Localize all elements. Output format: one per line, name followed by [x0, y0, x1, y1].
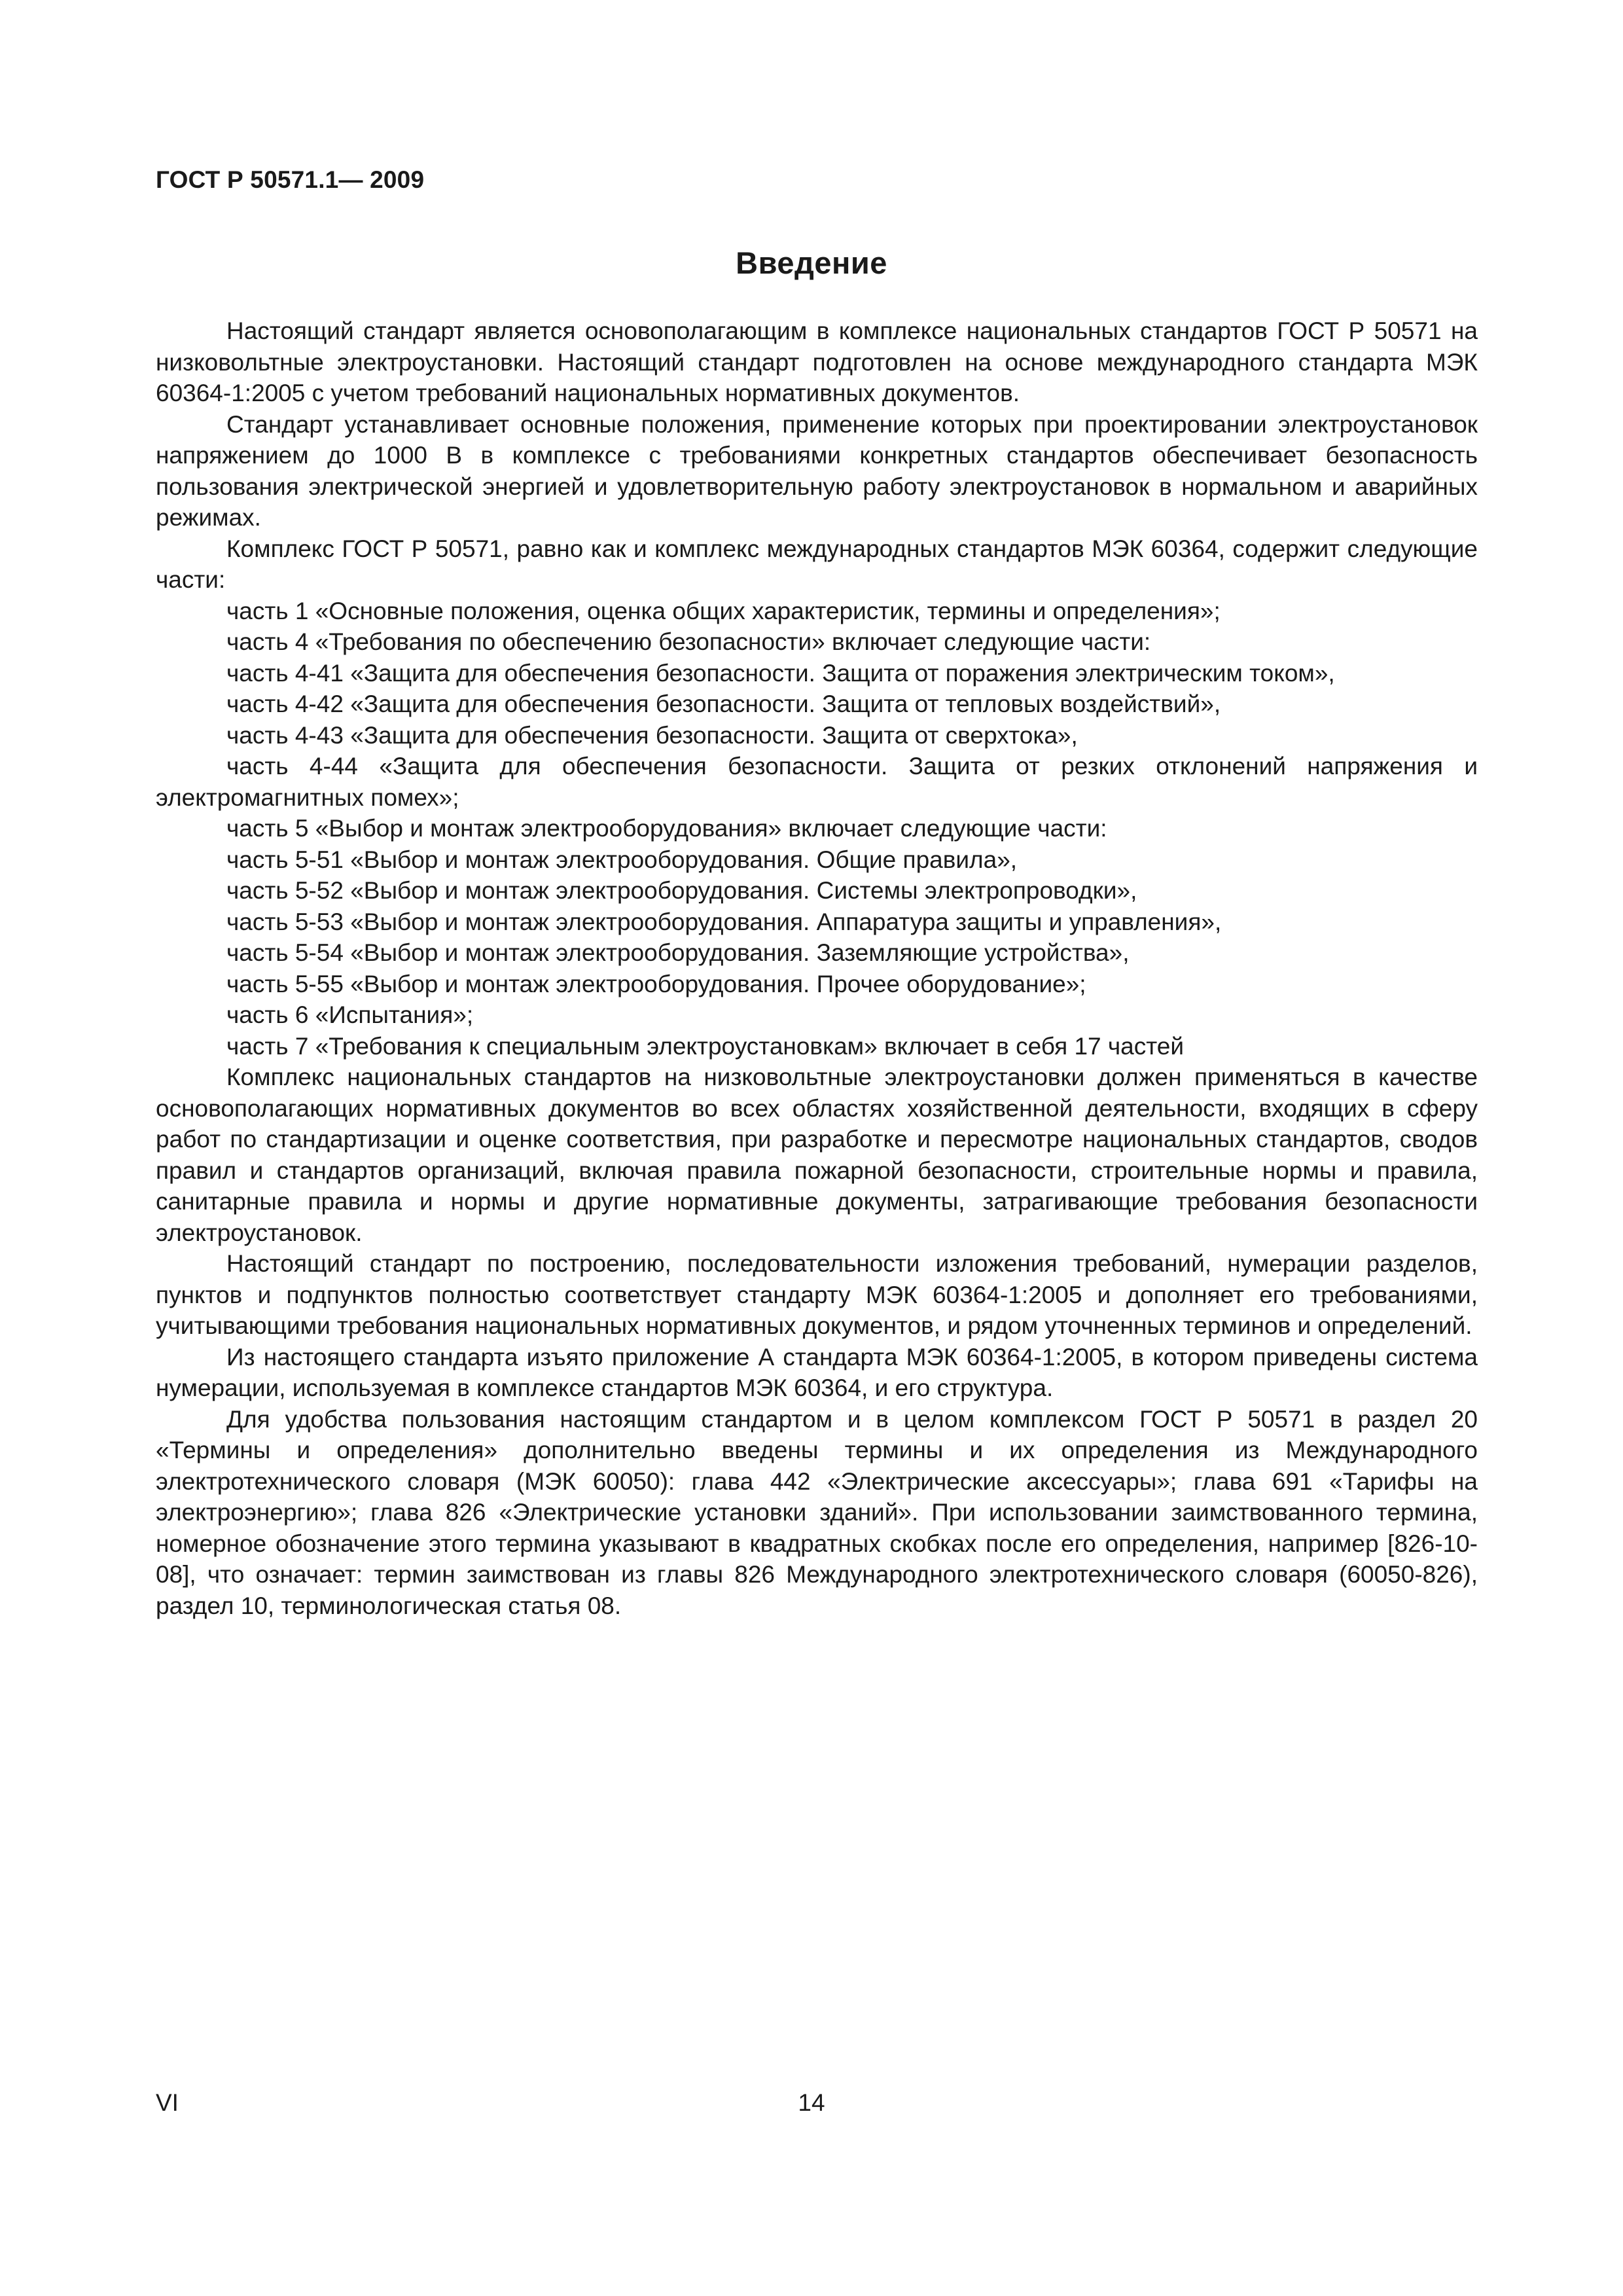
paragraph: Комплекс ГОСТ Р 50571, равно как и комплекс международных стандартов МЭК 60364, содержит следующие части:	[156, 535, 1478, 593]
introduction-body	[156, 315, 1478, 1621]
document-code: ГОСТ Р 50571.1— 2009	[156, 166, 425, 193]
paragraph: Настоящий стандарт по построению, последовательности изложения требований, нумерации разделов, пунктов и подпунктов полностью соответствует стандарту МЭК 60364-1:2005 и дополняет его требованиями, учитывающими требования национальных нормативных документов, и рядом уточненных терминов и определений.	[156, 1250, 1478, 1339]
list-item: часть 5-51 «Выбор и монтаж электрооборудования. Общие правила»,	[226, 846, 1018, 873]
paragraph: Комплекс национальных стандартов на низковольтные электроустановки должен применяться в качестве основополагающих нормативных документов во всех областях хозяйственной деятельности, входящих в сферу работ по стандартизации и оценке соответствия, при разработке и пересмотре национальных стандартов, сводов правил и стандартов организаций, включая правила пожарной безопасности, строительные нормы и правила, санитарные правила и нормы и другие нормативные документы, затрагивающие требования безопасности электроустановок.	[156, 1064, 1478, 1246]
list-item: часть 4-43 «Защита для обеспечения безопасности. Защита от сверхтока»,	[226, 721, 1078, 749]
list-item: часть 5-55 «Выбор и монтаж электрооборудования. Прочее оборудование»;	[226, 970, 1086, 997]
list-item: часть 4 «Требования по обеспечению безопасности» включает следующие части:	[226, 628, 1151, 655]
paragraph: Из настоящего стандарта изъято приложение А стандарта МЭК 60364-1:2005, в котором приведены система нумерации, используемая в комплексе стандартов МЭК 60364, и его структура.	[156, 1343, 1478, 1401]
list-item: часть 1 «Основные положения, оценка общих характеристик, термины и определения»;	[226, 597, 1221, 624]
section-title: Введение	[736, 245, 887, 280]
list-item: часть 5-52 «Выбор и монтаж электрооборудования. Системы электропроводки»,	[226, 877, 1137, 904]
list-item: часть 5-53 «Выбор и монтаж электрооборудования. Аппаратура защиты и управления»,	[226, 908, 1222, 935]
list-item: часть 6 «Испытания»;	[226, 1001, 474, 1028]
paragraph: Стандарт устанавливает основные положения, применение которых при проектировании электроустановок напряжением до 1000 В в комплексе с требованиями конкретных стандартов обеспечивает безопасность пользования электрической энергией и удовлетворительную работу электроустановок в нормальном и аварийных режимах.	[156, 410, 1478, 531]
roman-page-number: VI	[156, 2089, 179, 2116]
list-item: часть 4-41 «Защита для обеспечения безопасности. Защита от поражения электрическим током»,	[226, 659, 1335, 687]
page-number: 14	[798, 2089, 825, 2116]
list-item: часть 4-42 «Защита для обеспечения безопасности. Защита от тепловых воздействий»,	[226, 691, 1221, 717]
paragraph: Для удобства пользования настоящим стандартом и в целом комплексом ГОСТ Р 50571 в раздел 20 «Термины и определения» дополнительно введены термины и их определения из Международного электротехнического словаря (МЭК 60050): глава 442 «Электрические аксессуары»; глава 691 «Тарифы на электроэнергию»; глава 826 «Электрические установки зданий». При использовании заимствованного термина, номерное обозначение этого термина указывают в квадратных скобках после его определения, например [826-10-08], что означает: термин заимствован из главы 826 Международного электротехнического словаря (60050-826), раздел 10, терминологическая статья 08.	[156, 1405, 1478, 1619]
list-item: часть 5-54 «Выбор и монтаж электрооборудования. Заземляющие устройства»,	[226, 939, 1130, 966]
list-item: часть 4-44 «Защита для обеспечения безопасности. Защита от резких отклонений напряжения и электромагнитных помех»;	[156, 753, 1478, 811]
list-item: часть 7 «Требования к специальным электроустановкам» включает в себя 17 частей	[226, 1032, 1185, 1060]
list-item: часть 5 «Выбор и монтаж электрооборудования» включает следующие части:	[226, 815, 1107, 842]
paragraph: Настоящий стандарт является основополагающим в комплексе национальных стандартов ГОСТ Р 50571 на низковольтные электроустановки. Настоящий стандарт подготовлен на основе международного стандарта МЭК 60364-1:2005 с учетом требований национальных нормативных документов.	[156, 317, 1478, 406]
